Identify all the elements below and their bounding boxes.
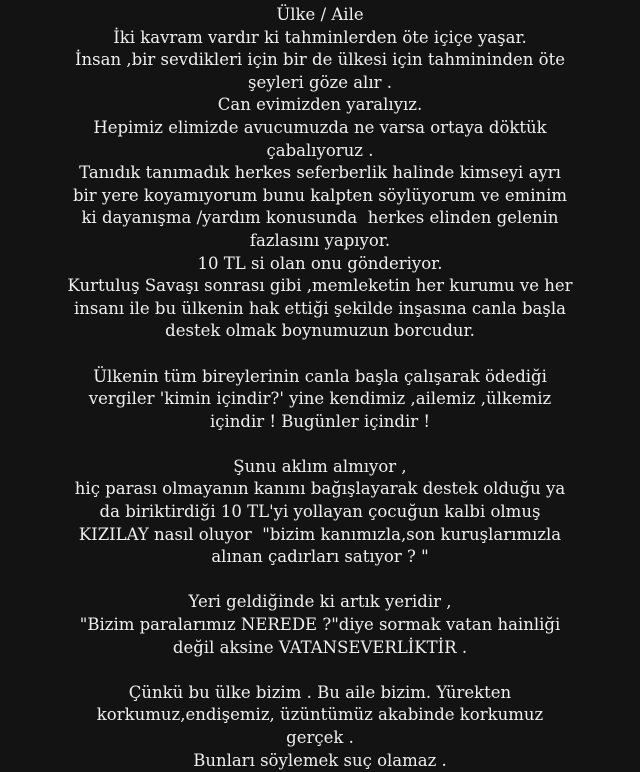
- paragraph-gap: [0, 569, 640, 592]
- text-line: Kurtuluş Savaşı sonrası gibi ,memleketin her kurumu ve her: [67, 276, 573, 296]
- text-line: şeyleri göze alır .: [248, 72, 392, 92]
- text-line: "Bizim paralarımız NEREDE ?"diye sormak vatan hainliği: [79, 615, 561, 635]
- text-line: İki kavram vardır ki tahminlerden öte içiçe yaşar.: [113, 27, 527, 47]
- text-line: Şunu aklım almıyor ,: [233, 456, 407, 476]
- text-line: Hepimiz elimizde avucumuzda ne varsa ortaya döktük: [93, 117, 547, 137]
- paragraph-gap: [0, 343, 640, 366]
- text-line: içindir ! Bugünler içindir !: [209, 411, 431, 431]
- text-line: Bunları söylemek suç olamaz .: [193, 750, 447, 770]
- text-line: 10 TL si olan onu gönderiyor.: [197, 253, 443, 273]
- text-line: korkumuz,endişemiz, üzüntümüz akabinde korkumuz: [96, 705, 544, 725]
- text-line: insanı ile bu ülkenin hak ettiği şekilde inşasına canla başla: [74, 298, 566, 318]
- text-line: alınan çadırları satıyor ? ": [211, 547, 429, 567]
- text-line: Tanıdık tanımadık herkes seferberlik halinde kimseyi ayrı: [79, 163, 561, 183]
- text-line: çabalıyoruz .: [266, 140, 374, 160]
- text-line: Can evimizden yaralıyız.: [217, 95, 423, 115]
- text-line: Çünkü bu ülke bizim . Bu aile bizim. Yürekten: [128, 682, 512, 702]
- paragraph-gap: [0, 659, 640, 682]
- text-line: Ülkenin tüm bireylerinin canla başla çalışarak ödediği: [93, 366, 547, 386]
- text-line: gerçek .: [286, 728, 354, 747]
- text-line: bir yere koyamıyorum bunu kalpten söylüyorum ve eminim: [72, 185, 568, 205]
- text-line: Yeri geldiğinde ki artık yeridir ,: [188, 592, 452, 612]
- text-line: fazlasını yapıyor.: [249, 230, 391, 250]
- text-line: KIZILAY nasıl oluyor "bizim kanımızla,son kuruşlarımızla: [78, 524, 562, 544]
- text-line: destek olmak boynumuzun borcudur.: [165, 321, 475, 341]
- text-line: değil aksine VATANSEVERLİKTİR .: [172, 637, 468, 657]
- text-line: ki dayanışma /yardım konusunda herkes elinden gelenin: [81, 208, 559, 228]
- text-line: vergiler 'kimin içindir?' yine kendimiz ,ailemiz ,ülkemiz: [88, 389, 552, 409]
- text-line: da biriktirdiği 10 TL'yi yollayan çocuğun kalbi olmuş: [99, 502, 541, 522]
- text-line: hiç parası olmayanın kanını bağışlayarak destek olduğu ya: [74, 479, 566, 499]
- document-title: Ülke / Aile: [276, 5, 364, 24]
- document-text: [0, 4, 640, 772]
- text-line: İnsan ,bir sevdikleri için bir de ülkesi için tahmininden öte: [75, 50, 565, 70]
- paragraph-gap: [0, 433, 640, 456]
